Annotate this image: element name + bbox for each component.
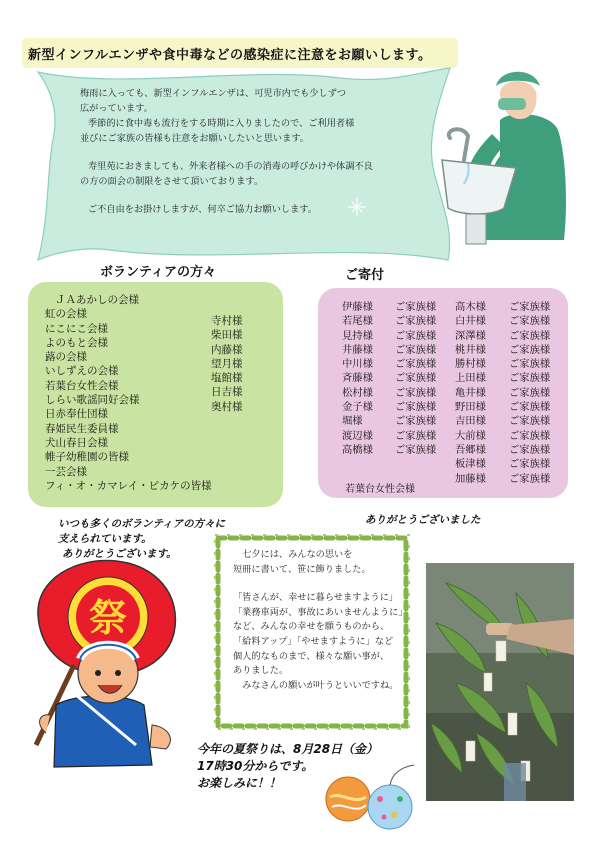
list-item: 野田様	[455, 401, 486, 414]
list-item: ご家族様	[509, 429, 551, 442]
list-item: ご家族様	[509, 301, 551, 313]
list-item: 大前様	[455, 429, 486, 442]
list-item: 亀井様	[455, 386, 486, 399]
list-item: 桃井様	[455, 343, 486, 356]
list-item: 金子様	[342, 401, 373, 414]
list-item: 加藤様	[455, 472, 486, 485]
list-item: ご家族様	[395, 443, 437, 456]
list-item: 見持様	[342, 329, 373, 342]
list-item: 伊藤様	[342, 301, 373, 313]
donations-names-1	[342, 300, 373, 457]
list-item: 柴田様	[211, 329, 243, 342]
tanabata-line: 短冊に書いて、笹に飾りました。	[233, 563, 371, 575]
notice-line: 寿里苑におきましても、外来者様への手の消毒の呼びかけや体調不良	[88, 161, 373, 172]
list-item: 吾郷様	[455, 443, 486, 456]
thanks-line: いつも多くのボランティアの方々に	[58, 518, 226, 530]
festival-line: 今年の夏祭りは、8月28日（金）	[197, 742, 379, 756]
list-item: 春姫民生委員様	[45, 422, 119, 435]
list-item: 一芸会様	[45, 465, 87, 478]
tanabata-line: 「給料アップ」「やせますように」など	[233, 635, 394, 647]
tanabata-line: 個人的なものまで、様々な願い事が、	[233, 650, 390, 662]
notice-line: 広がっています。	[80, 103, 153, 114]
tanabata-line: など、みんなの幸せを願うものから、	[233, 621, 390, 633]
donations-names-2	[455, 300, 486, 486]
donations-family-1	[395, 300, 436, 457]
list-item: 松村様	[342, 386, 373, 399]
festival-line: 17時30分からです。	[197, 759, 314, 773]
list-item: 望月様	[211, 357, 243, 370]
festival-line: お楽しみに！！	[197, 776, 282, 790]
thanks-line: ありがとうございます。	[62, 548, 177, 560]
thanks-line: 支えられています。	[58, 533, 152, 545]
list-item: ご家族様	[395, 315, 437, 328]
list-item: ご家族様	[509, 329, 551, 342]
donations-family-2	[509, 300, 550, 486]
list-item: ＪＡあかしの会様	[55, 294, 139, 306]
list-item: 犬山春日会様	[45, 436, 108, 449]
list-item: ご家族様	[395, 301, 437, 313]
tanabata-line: 「皆さんが、幸せに暮らせますように」	[233, 592, 399, 604]
list-item: ご家族様	[395, 415, 437, 428]
bottle-icon	[504, 763, 526, 801]
list-item: ご家族様	[509, 372, 551, 385]
list-item: ご家族様	[509, 415, 551, 428]
notice-line: 季節的に食中毒も流行をする時期に入りましたので、ご利用者様	[88, 118, 355, 129]
notice-body	[80, 86, 415, 217]
list-item: 堀様	[342, 415, 363, 428]
notice-line: 梅雨に入っても、新型インフルエンザは、可児市内でも少しずつ	[80, 88, 347, 99]
notice-line: ご不自由をお掛けしますが、何卒ご協力お願いします。	[88, 204, 317, 215]
list-item: ご家族様	[395, 329, 437, 342]
list-item: 寺村様	[211, 315, 243, 327]
bamboo-photo	[426, 563, 574, 801]
list-item: 奥村様	[211, 400, 243, 413]
list-item: いしずえの会様	[45, 365, 119, 378]
list-item: ご家族様	[395, 401, 437, 414]
list-item: 虹の会様	[45, 308, 87, 321]
list-item: ご家族様	[509, 472, 551, 485]
list-item: 蕗の会様	[45, 351, 87, 364]
list-item: ご家族様	[509, 315, 551, 328]
doctor-handwashing-icon	[442, 72, 566, 244]
list-item: 上田様	[455, 372, 486, 385]
volunteers-heading: ボランティアの方々	[100, 265, 216, 280]
tanabata-line: みなさんの願いが叶うといいですね。	[233, 679, 399, 691]
water-balloon-icon	[322, 763, 422, 835]
list-item: 高木様	[455, 301, 486, 313]
list-item: ご家族様	[509, 443, 551, 456]
donations-thanks: ありがとうございました	[365, 514, 481, 526]
list-item: 日赤奉仕団様	[45, 408, 108, 421]
list-item: 内藤様	[211, 343, 243, 356]
donations-footer: 若葉台女性会様	[345, 484, 415, 495]
list-item: ご家族様	[509, 386, 551, 399]
notice-line: 並びにご家族の皆様も注意をお願いしたいと思います。	[80, 133, 309, 144]
notice-line: の方の面会の制限をさせて頂いております。	[80, 176, 264, 187]
list-item: 帷子幼稚園の皆様	[45, 451, 129, 464]
list-item: よのもと会様	[45, 336, 108, 349]
list-item: フィ・オ・カマレイ・ピカケの皆様	[45, 479, 212, 492]
notice-title: 新型インフルエンザや食中毒などの感染症に注意をお願いします。	[28, 48, 432, 63]
tanabata-text	[233, 548, 408, 693]
list-item: ご家族様	[395, 358, 437, 371]
list-item: ご家族様	[509, 343, 551, 356]
festival-mascot-icon	[16, 555, 196, 777]
list-item: 高橋様	[342, 443, 373, 456]
tanabata-line: ありました。	[233, 665, 289, 677]
tanabata-line	[233, 577, 408, 591]
list-item: 深澤様	[455, 329, 486, 342]
list-item: 日吉様	[211, 386, 243, 399]
list-item: ご家族様	[509, 358, 551, 371]
list-item: ご家族様	[509, 401, 551, 414]
volunteers-list-2	[211, 314, 243, 414]
list-item: 塩館様	[211, 372, 243, 385]
list-item: 勝村様	[455, 358, 486, 371]
list-item: 井藤様	[342, 343, 373, 356]
tanabata-line: 「業務車両が、事故にあいませんように」	[233, 606, 408, 618]
fan-kanji: 祭	[88, 596, 128, 640]
list-item: 若葉台女性会様	[45, 379, 119, 392]
volunteers-list-1	[45, 293, 212, 493]
list-item: 斉藤様	[342, 372, 373, 385]
list-item: ご家族様	[509, 458, 551, 471]
list-item: ご家族様	[395, 429, 437, 442]
list-item: 白井様	[455, 315, 486, 328]
tanabata-line: 七夕には、みんなの思いを	[233, 549, 353, 560]
list-item: にこにこ会様	[45, 322, 108, 335]
list-item: ご家族様	[395, 343, 437, 356]
list-item: 若尾様	[342, 315, 373, 328]
donations-heading: ご寄付	[345, 268, 385, 283]
list-item: ご家族様	[395, 372, 437, 385]
list-item: 中川様	[342, 358, 373, 371]
list-item: 渡辺様	[342, 429, 373, 442]
list-item: 板津様	[455, 458, 486, 471]
list-item: 吉田様	[455, 415, 486, 428]
list-item: しらい歌謡同好会様	[45, 394, 140, 407]
list-item: ご家族様	[395, 386, 437, 399]
